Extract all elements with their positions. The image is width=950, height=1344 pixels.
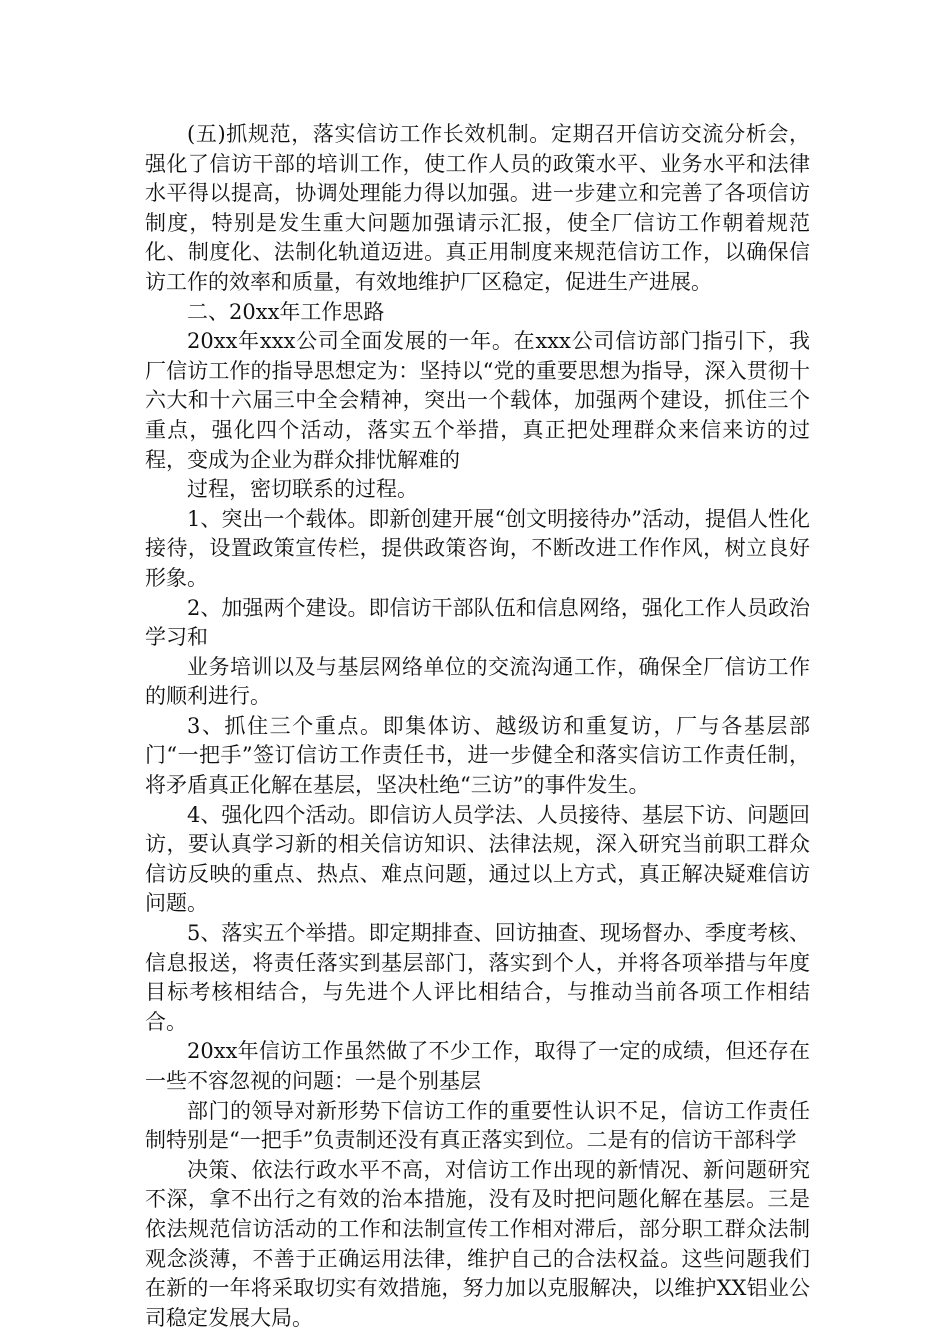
paragraph-standardization: (五)抓规范，落实信访工作长效机制。定期召开信访交流分析会，强化了信访干部的培训工作，使工作人员的政策水平、业务水平和法律水平得以提高，协调处理能力得以加强。进一步建立和完善了各项信访制度，特别是发生重大问题加强请示汇报，使全厂信访工作朝着规范化、制度化、法制化轨道迈进。真正用制度来规范信访工作，以确保信访工作的效率和质量，有效地维护厂区稳定，促进生产进展。 <box>145 122 810 294</box>
paragraph-item-2: 2、加强两个建设。即信访干部队伍和信息网络，强化工作人员政治学习和 <box>145 595 810 650</box>
paragraph-problems: 20xx年信访工作虽然做了不少工作，取得了一定的成绩，但还存在一些不容忽视的问题：一是个别基层 <box>145 1039 810 1093</box>
paragraph-item-1: 1、突出一个载体。即新创建开展“创文明接待办”活动，提倡人性化接待，设置政策宣传栏，提供政策咨询，不断改进工作作风，树立良好形象。 <box>145 506 810 590</box>
paragraph-problems-continued-2: 决策、依法行政水平不高，对信访工作出现的新情况、新问题研究不深，拿不出行之有效的治本措施，没有及时把问题化解在基层。三是依法规范信访活动的工作和法制宣传工作相对滞后，部分职工群众法制观念淡薄，不善于正确运用法律，维护自己的合法权益。这些问题我们在新的一年将采取切实有效措施，努力加以克服解决，以维护XX铝业公司稳定发展大局。 <box>145 1157 810 1330</box>
paragraph-item-3: 3、抓住三个重点。即集体访、越级访和重复访，厂与各基层部门“一把手”签订信访工作责任书，进一步健全和落实信访工作责任制，将矛盾真正化解在基层，坚决杜绝“三访”的事件发生。 <box>145 713 810 798</box>
paragraph-item-2-continued: 业务培训以及与基层网络单位的交流沟通工作，确保全厂信访工作的顺利进行。 <box>145 654 810 709</box>
paragraph-problems-continued-1: 部门的领导对新形势下信访工作的重要性认识不足，信访工作责任制特别是“一把手”负责制还没有真正落实到位。二是有的信访干部科学 <box>145 1098 810 1153</box>
paragraph-item-5: 5、落实五个举措。即定期排查、回访抽查、现场督办、季度考核、信息报送，将责任落实到基层部门，落实到个人，并将各项举措与年度目标考核相结合，与先进个人评比相结合，与推动当前各项工作相结合。 <box>145 921 810 1034</box>
document-body <box>145 120 810 1333</box>
paragraph-item-4: 4、强化四个活动。即信访人员学法、人员接待、基层下访、问题回访，要认真学习新的相关信访知识、法律法规，深入研究当前职工群众信访反映的重点、热点、难点问题，通过以上方式，真正解决疑难信访问题。 <box>145 802 810 916</box>
paragraph-guiding-thought-continued: 过程，密切联系的过程。 <box>187 477 418 502</box>
paragraph-guiding-thought: 20xx年xxx公司全面发展的一年。在xxx公司信访部门指引下，我厂信访工作的指导思想定为：坚持以“党的重要思想为指导，深入贯彻十六大和十六届三中全会精神，突出一个载体，加强两个建设，抓住三个重点，强化四个活动，落实五个举措，真正把处理群众来信来访的过程，变成为企业为群众排忧解难的 <box>145 329 810 472</box>
section-heading-work-ideas: 二、20xx年工作思路 <box>187 299 385 324</box>
